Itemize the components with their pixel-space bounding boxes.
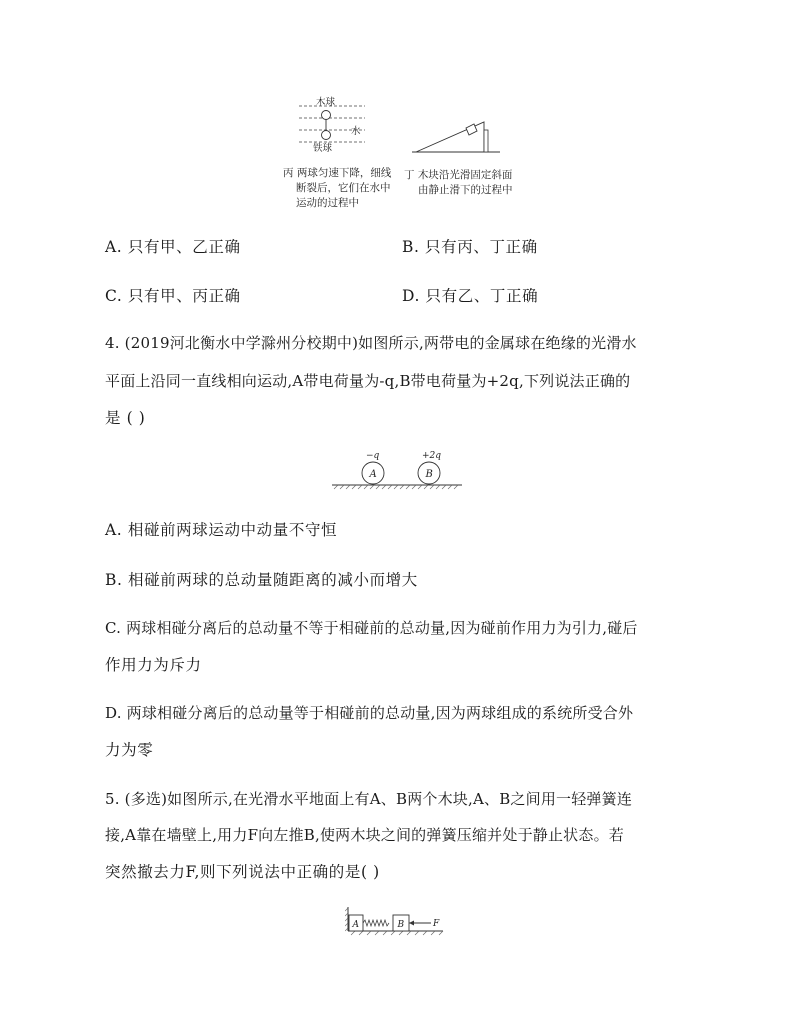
q4-option-d-line1: D. 两球相碰分离后的总动量等于相碰前的总动量,因为两球组成的系统所受合外 <box>105 704 634 722</box>
ball-a-label: A <box>369 469 377 480</box>
figure-ding <box>404 108 529 198</box>
q4-option-b: B. 相碰前两球的总动量随距离的减小而增大 <box>105 571 418 589</box>
figure-bing <box>283 92 403 212</box>
figure-bing-diagram <box>283 92 393 160</box>
q4-stem-line1: 4. (2019河北衡水中学滁州分校期中)如图所示,两带电的金属球在绝缘的光滑水 <box>105 334 637 352</box>
q4-option-c-line1: C. 两球相碰分离后的总动量不等于相碰前的总动量,因为碰前作用力为引力,碰后 <box>105 619 638 637</box>
caption-line: 丁 木块沿光滑固定斜面 <box>404 169 513 181</box>
caption-line: 丙 两球匀速下降，细线 <box>283 167 392 179</box>
q5-figure-diagram <box>345 905 447 937</box>
wood-ball-label: 木球 <box>316 97 336 108</box>
q4-option-a: A. 相碰前两球运动中动量不守恒 <box>105 521 338 539</box>
q3-option-a: A. 只有甲、乙正确 <box>105 238 241 256</box>
q4-option-c-line2: 作用力为斥力 <box>105 656 202 674</box>
q3-option-c: C. 只有甲、丙正确 <box>105 287 241 305</box>
q4-figure-diagram <box>330 450 465 494</box>
q4-figure <box>330 450 465 498</box>
caption-line: 断裂后，它们在水中 <box>296 182 391 194</box>
figure-bing-caption <box>283 166 403 211</box>
block-a-label: A <box>352 920 359 930</box>
ball-b-label: B <box>425 469 433 480</box>
caption-line: 运动的过程中 <box>296 197 359 209</box>
q5-stem-line3: 突然撤去力F,则下列说法中正确的是( ) <box>105 863 380 881</box>
charge-a-label: −q <box>366 451 380 461</box>
iron-ball-label: 铁球 <box>313 143 333 154</box>
q5-stem-line2: 接,A靠在墙壁上,用力F向左推B,使两木块之间的弹簧压缩并处于静止状态。若 <box>105 826 624 844</box>
block-b-label: B <box>397 920 405 930</box>
q5-figure <box>345 905 447 941</box>
figure-ding-caption <box>404 168 529 198</box>
water-label: 水 <box>351 126 361 137</box>
figure-ding-diagram <box>404 108 504 158</box>
charge-b-label: +2q <box>422 451 442 461</box>
q3-option-d: D. 只有乙、丁正确 <box>402 287 539 305</box>
q3-option-b: B. 只有丙、丁正确 <box>402 238 538 256</box>
q4-stem-line2: 平面上沿同一直线相向运动,A带电荷量为-q,B带电荷量为+2q,下列说法正确的 <box>105 372 631 390</box>
caption-line: 由静止滑下的过程中 <box>418 184 513 196</box>
q4-stem-line3: 是 ( ) <box>105 409 146 427</box>
q4-option-d-line2: 力为零 <box>105 741 154 759</box>
force-label: F <box>433 919 440 929</box>
q5-stem-line1: 5. (多选)如图所示,在光滑水平地面上有A、B两个木块,A、B之间用一轻弹簧连 <box>105 790 633 808</box>
